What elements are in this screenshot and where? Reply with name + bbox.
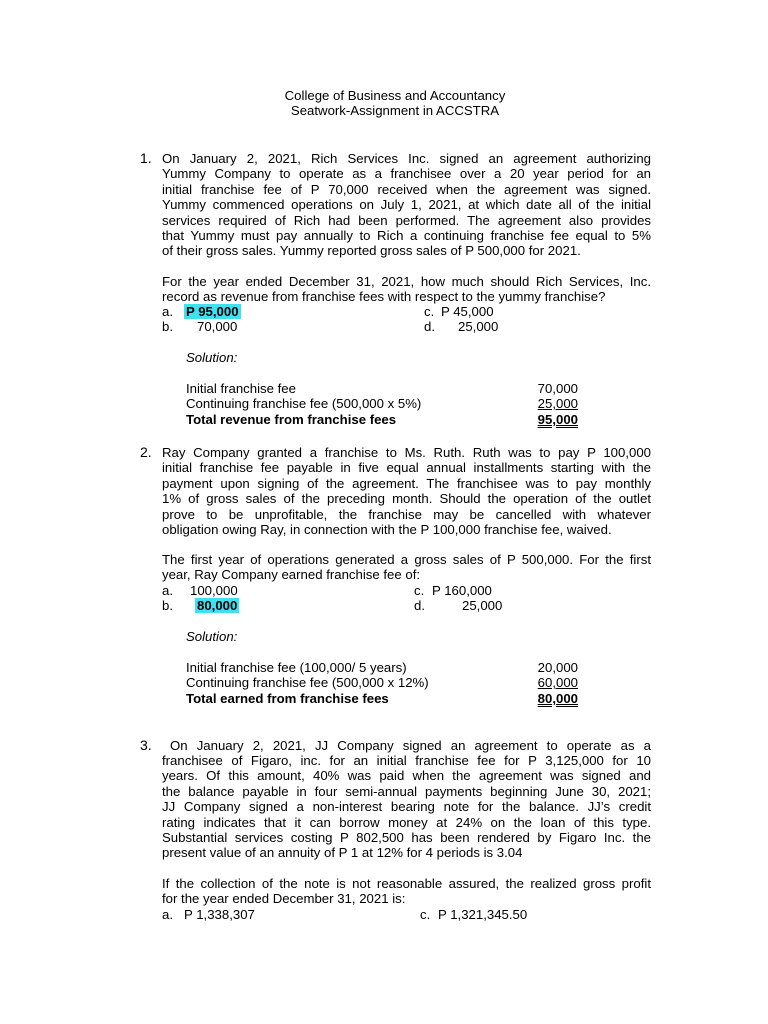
q1-line: of their gross sales. Yummy reported gross sales of P 500,000 for 2021. [162,243,581,259]
q2-option-c-label: c. [414,583,425,598]
q2-option-a-value: 100,000 [190,583,238,598]
q3-line: JJ Company signed a non-interest bearing note for the balance. JJ’s credit [162,799,651,815]
q1-option-d-value: 25,000 [458,319,499,334]
question-1-body [162,151,651,259]
q2-solution-item-label: Continuing franchise fee (500,000 x 12%) [186,675,429,690]
question-1-prompt [162,274,651,305]
q1-option-c-value: P 45,000 [441,304,494,319]
q2-solution-total-value: 80,000 [537,691,578,706]
q2-solution-total-label: Total earned from franchise fees [186,691,389,706]
q3-option-c-value: P 1,321,345.50 [438,907,528,922]
q1-line: Yummy Company to operate as a franchisee over a 20 year period for an [162,166,651,182]
q2-line: Ray Company granted a franchise to Ms. Ruth. Ruth was to pay P 100,000 [162,445,651,460]
q1-solution-item-value: 25,000 [537,396,578,411]
q2-solution-label: Solution: [186,629,238,644]
q2-option-d-value: 25,000 [462,598,503,613]
q3-line: the balance payable in four semi-annual payments beginning June 30, 2021; [162,783,651,799]
q1-prompt-line: record as revenue from franchise fees with respect to the yummy franchise? [162,289,606,305]
q1-option-b-value: 70,000 [197,319,238,334]
q2-solution-row [186,675,578,691]
q2-answer-highlight: 80,000 [197,598,238,613]
q2-line: prove to be unprofitable, the franchise may be cancelled with whatever [162,506,651,522]
question-2-number: 2. [140,444,152,460]
q3-line: On January 2, 2021, JJ Company signed an agreement to operate as a [170,738,651,753]
q1-option-d-label: d. [424,319,435,334]
q1-answer-highlight: P 95,000 [186,304,239,319]
document-title: College of Business and Accountancy [284,88,506,103]
q2-line: 1% of gross sales of the preceding month. Should the operation of the outlet [162,491,651,507]
q2-line: payment upon signing of the agreement. The franchisee was to pay monthly [162,475,651,491]
q1-solution-total-label: Total revenue from franchise fees [186,412,397,427]
q1-line: On January 2, 2021, Rich Services Inc. signed an agreement authorizing [162,151,651,166]
q1-solution-row [186,381,578,397]
document-subtitle: Seatwork-Assignment in ACCSTRA [290,103,500,118]
q1-solution-row [186,396,578,412]
q2-solution-total-row [186,691,578,707]
q3-prompt-line: If the collection of the note is not reasonable assured, the realized gross profit [162,876,651,891]
q1-solution-total-row [186,412,578,428]
q2-option-d-label: d. [414,598,425,613]
question-3-body [162,753,651,861]
q3-option-a-label: a. [162,907,173,922]
q2-option-b-value [195,598,239,613]
q3-line: Substantial services costing P 802,500 has been rendered by Figaro Inc. the [162,830,651,846]
q2-option-c-value: P 160,000 [432,583,492,598]
q1-solution-total-value: 95,000 [537,412,578,427]
q1-option-b-label: b. [162,319,173,334]
q3-line: present value of an annuity of P 1 at 12% for 4 periods is 3.04 [162,845,523,861]
q1-prompt-line: For the year ended December 31, 2021, how much should Rich Services, Inc. [162,274,651,289]
q2-solution-item-value: 20,000 [537,660,578,675]
question-3-first-line-wrap [170,738,651,753]
q2-solution-item-label: Initial franchise fee (100,000/ 5 years) [186,660,407,675]
q2-prompt-line: year, Ray Company earned franchise fee of: [162,567,421,583]
q2-prompt-line: The first year of operations generated a gross sales of P 500,000. For the first [162,552,651,567]
q2-line: initial franchise fee payable in five equal annual installments starting with the [162,460,651,476]
q2-line: obligation owing Ray, in connection with the P 100,000 franchise fee, waived. [162,522,612,538]
q1-option-a-label: a. [162,304,173,319]
q3-option-a-value: P 1,338,307 [184,907,255,922]
q3-prompt-line: for the year ended December 31, 2021 is: [162,891,406,907]
q1-solution-item-label: Initial franchise fee [186,381,296,396]
question-1-number: 1. [140,150,152,166]
question-3-number: 3. [140,737,152,753]
q1-solution-item-label: Continuing franchise fee (500,000 x 5%) [186,396,422,411]
q3-option-c-label: c. [420,907,431,922]
q2-solution-item-value: 60,000 [537,675,578,690]
q1-line: services required of Rich had been performed. The agreement also provides [162,212,651,228]
q2-option-b-label: b. [162,598,173,613]
q1-line: initial franchise fee of P 70,000 received when the agreement was signed. [162,181,651,197]
q2-solution-row [186,660,578,676]
q1-option-c-label: c. [424,304,435,319]
question-2-prompt [162,552,651,583]
q1-line: that Yummy must pay annually to Rich a continuing franchise fee equal to 5% [162,228,651,244]
q1-line: Yummy commenced operations on July 1, 2021, at which date all of the initial [162,197,651,213]
q3-line: years. Of this amount, 40% was paid when the agreement was signed and [162,768,651,784]
q1-solution-label: Solution: [186,350,238,365]
question-3-prompt [162,876,651,907]
q3-line: franchisee of Figaro, inc. for an initial franchise fee for P 3,125,000 for 10 [162,753,651,768]
q3-line: rating indicates that it can borrow money at 24% on the loan of this type. [162,814,651,830]
q1-option-a-value [184,304,241,319]
q1-solution-item-value: 70,000 [537,381,578,396]
q2-option-a-label: a. [162,583,173,598]
question-2-body [162,445,651,537]
